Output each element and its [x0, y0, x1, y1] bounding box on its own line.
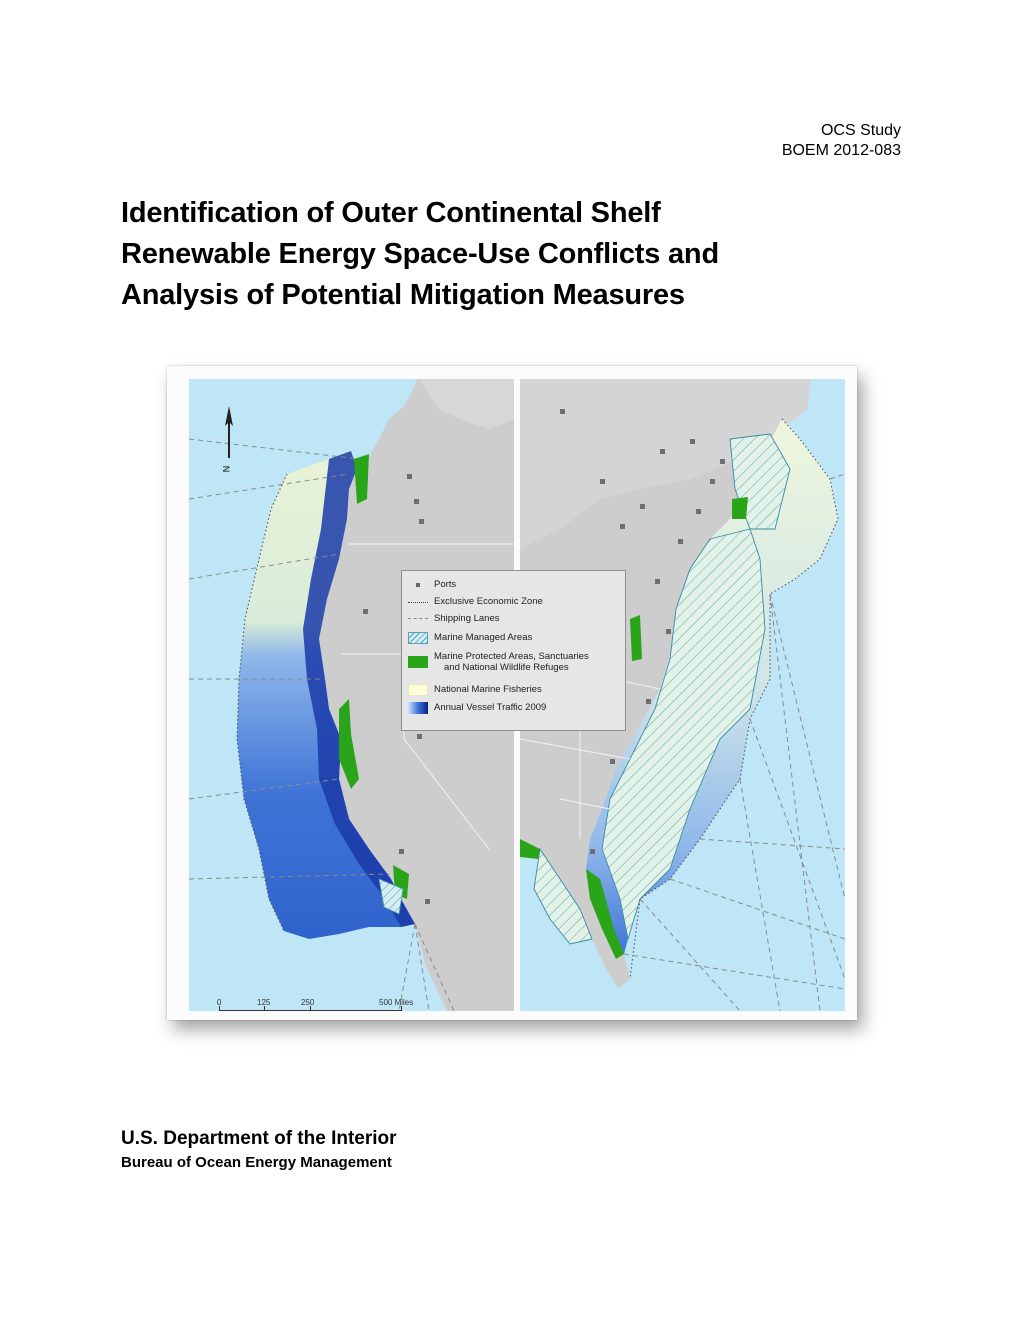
scale-label-125: 125: [257, 998, 271, 1007]
hatched-swatch-icon: [408, 632, 428, 644]
map-legend: [401, 570, 626, 731]
legend-item-ports: [408, 578, 456, 591]
legend-label-line-1: Marine Protected Areas, Sanctuaries: [434, 651, 589, 662]
dotted-line-icon: [408, 602, 428, 603]
scale-tick: [219, 1006, 220, 1011]
title-line-1: Identification of Outer Continental Shelf: [121, 197, 661, 229]
title-line-2: Renewable Energy Space-Use Conflicts and: [121, 238, 719, 270]
legend-item-eez: [408, 595, 543, 608]
port-square-icon: [408, 579, 428, 591]
title-line-3: Analysis of Potential Mitigation Measures: [121, 279, 685, 311]
scale-label-500: 500 Miles: [379, 998, 414, 1007]
scale-tick: [264, 1006, 265, 1011]
mpa-cape-cod: [732, 497, 748, 519]
legend-item-marine-managed: [408, 631, 532, 644]
report-title: [121, 193, 911, 316]
study-series: OCS Study: [820, 122, 901, 139]
report-number: BOEM 2012-083: [781, 142, 901, 159]
legend-item-fisheries: [408, 683, 542, 696]
legend-label: Annual Vessel Traffic 2009: [434, 702, 547, 713]
legend-label: Exclusive Economic Zone: [434, 596, 543, 607]
legend-label-line-2: and National Wildlife Refuges: [444, 662, 569, 673]
legend-item-vessel-traffic: [408, 701, 546, 714]
cover-map-figure: [167, 366, 857, 1020]
blue-gradient-swatch-icon: [408, 702, 428, 714]
green-swatch-icon: [408, 656, 428, 668]
department-name: U.S. Department of the Interior: [121, 1128, 397, 1149]
map-scale-bar: [217, 998, 414, 1011]
north-label: N: [221, 465, 232, 473]
legend-label: [434, 651, 589, 673]
legend-label: Shipping Lanes: [434, 613, 500, 624]
scale-tick: [401, 1006, 402, 1011]
legend-label: Marine Managed Areas: [434, 632, 533, 643]
mpa-chesapeake: [630, 615, 642, 661]
scale-tick: [310, 1006, 311, 1011]
scale-label-0: 0: [217, 998, 222, 1007]
pale-yellow-swatch-icon: [408, 684, 428, 696]
bureau-name: Bureau of Ocean Energy Management: [121, 1154, 392, 1171]
legend-item-shipping-lanes: [408, 612, 500, 625]
legend-label: Ports: [434, 579, 457, 590]
dashed-line-icon: [408, 618, 428, 619]
legend-item-marine-protected: [408, 649, 589, 675]
study-identifier: [782, 121, 901, 161]
legend-label: National Marine Fisheries: [434, 684, 542, 695]
scale-label-250: 250: [301, 998, 315, 1007]
